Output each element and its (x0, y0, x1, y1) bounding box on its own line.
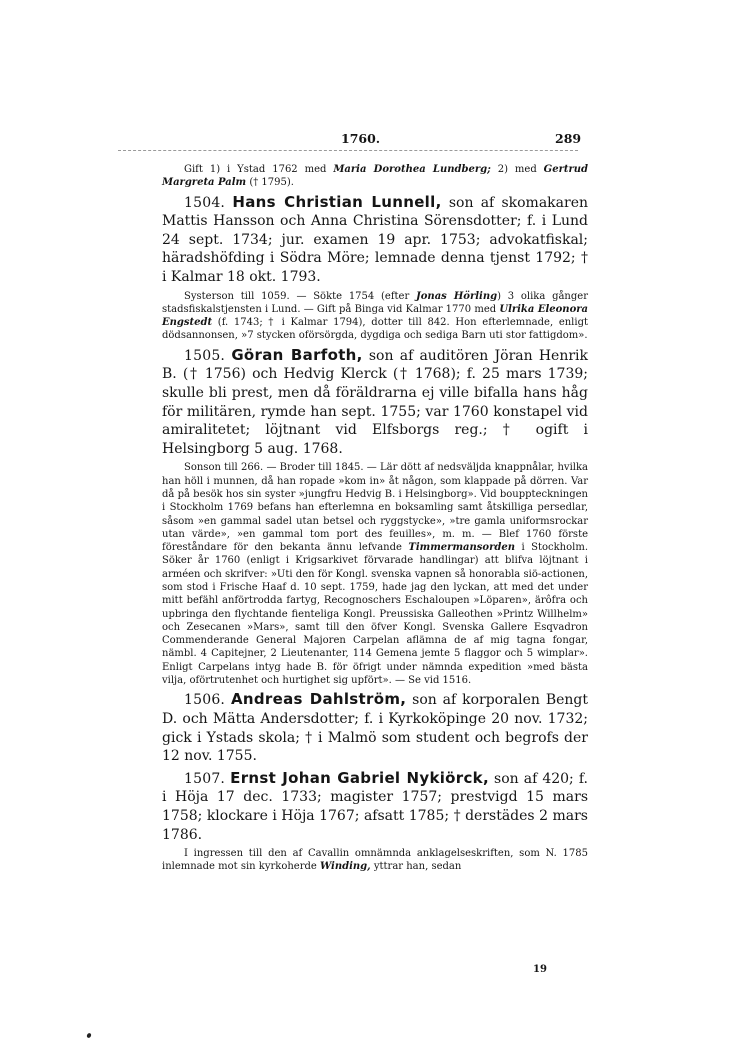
entry-name: Ernst Johan Gabriel Nykiörck, (230, 768, 489, 787)
entry-1507-note (162, 847, 588, 874)
intro-note-text: Gift 1) i Ystad 1762 med (184, 164, 334, 175)
signature-mark: 19 (533, 964, 547, 975)
spouse-name: Gertrud Margreta Palm (162, 164, 588, 189)
note-text: Systerson till 1059. — Sökte 1754 (efter (184, 290, 417, 302)
note-name: Jonas Hörling (416, 290, 498, 302)
header-rule (118, 150, 578, 151)
entry-number: 1505. (184, 347, 226, 364)
entry-text: son af 420; f. i Höja 17 dec. 1733; magister 1757; prestvigd 15 mars 1758; klockare i Höja 1767; afsatt 1785; † derstädes 2 mars 1786. (162, 770, 588, 843)
intro-note-text: († 1795). (246, 177, 294, 189)
note-name: Winding, (320, 861, 371, 873)
entry-text: son af korporalen Bengt D. och Mätta Andersdotter; f. i Kyrkoköpinge 20 nov. 1732; gick i Ystads skola; † i Malmö som student och begrofs der 12 nov. 1755. (162, 692, 589, 765)
entry-text: son af skomakaren Mattis Hansson och Anna Christina Sörensdotter; f. i Lund 24 sept. 1734; jur. examen 19 apr. 1753; advokatfiskal; häradshöfding i Södra Möre; lemnade denna tjenst 1792; † i Kalmar 18 okt. 1793. (162, 194, 589, 285)
note-name: Timmermansorden (408, 542, 515, 554)
entry-number: 1504. (184, 194, 226, 211)
entry-1506 (162, 690, 588, 765)
spouse-name: Maria Dorothea Lundberg; (333, 164, 491, 175)
note-text: I ingressen till den af Cavallin omnämnda anklagelseskriften, som N. 1785 inlemnade mot sin kyrkoherde (162, 848, 588, 873)
entry-1504 (162, 193, 588, 287)
entry-name: Andreas Dahlström, (231, 690, 407, 709)
entry-1505 (162, 346, 588, 459)
intro-note-text: 2) med (490, 164, 544, 175)
entry-name: Hans Christian Lunnell, (232, 192, 442, 211)
entry-name: Göran Barfoth, (231, 345, 363, 364)
note-text: ) 3 olika gånger stadsfiskalstjensten i Lund. — Gift på Binga vid Kalmar 1770 med (162, 290, 588, 315)
page-number: 289 (555, 131, 582, 146)
ink-speck (86, 1032, 92, 1038)
entry-1504-note (162, 290, 588, 343)
entry-1507 (162, 769, 588, 844)
note-text: yttrar han, sedan (370, 861, 462, 873)
note-text: (f. 1743; † i Kalmar 1794), dotter till 842. Hon efterlemnade, enligt dödsannonsen, »7 stycken oförsörgda, dygdiga och sediga Barn uti stor fattigdom». (162, 317, 588, 342)
entry-1505-note (162, 461, 588, 687)
note-name: Ulrika Eleonora Engstedt (162, 303, 588, 329)
entry-number: 1507. (184, 770, 226, 787)
intro-note (162, 163, 588, 190)
note-text: i Stockholm. Söker år 1760 (enligt i Krigsarkivet förvarade handlingar) att blifva löjtnant i arméen och skrifver: »Uti den för Kongl. svenska vapnen så honorabla siö-actionen, som stod i Frische Haaf d. 10 sept. 1759, hade jag den lyckan, att med det under mitt befähl anförtrodda fartyg, Recognoschers Eschaloupen »Löparen», ärôfra och upbringa den flychtande fienteliga Kongl. Preussiska Galleothen »Printz Willhelm» och Zesecanen »Mars», samt till den öfver Kongl. Svenska Gallere Esqvadron Commenderande General Majoren Carpelan aflämna de af mig tagna fongar, nämbl. 4 Capitejner, 2 Lieutenanter, 114 Gemena jemte 5 flaggor och 5 wimplar». Enligt Carpelans intyg hade B. för öfrigt under nämnda expedition »med bästa vilja, oförtrutenhet och hurtighet sig upfört». — Se vid 1516. (162, 542, 588, 687)
note-text: Sonson till 266. — Broder till 1845. — Lär dött af nedsväljda knappnålar, hvilka han höll i munnen, då han ropade »kom in» åt någon, som klappade på dörren. Var då på besök hos sin syster »jungfru Hedvig B. i Helsingborg». Vid bouppteckningen i Stockholm 1769 befans han efterlemna en boksamling samt åtskilliga persedlar, såsom »en gammal sadel utan betsel och ryggstycke», »tre gamla uniformsrockar utan värde», »en gammal tom port des feuilles», m. m. — Blef 1760 förste föreståndare för den bekanta ännu lefvande (162, 462, 588, 554)
page-body (162, 163, 588, 874)
running-head (0, 131, 736, 149)
header-year: 1760. (341, 131, 381, 146)
entry-text: son af auditören Jöran Henrik B. († 1756) och Hedvig Klerck († 1768); f. 25 mars 1739; skulle bli prest, men då föräldrarna ej ville bifalla hans håg för militären, rymde han sept. 1755; var 1760 konstapel vid amiralitetet; löjtnant vid Elfsborgs reg.; † ogift i Helsingborg 5 aug. 1768. (162, 347, 588, 457)
entry-number: 1506. (184, 692, 226, 709)
